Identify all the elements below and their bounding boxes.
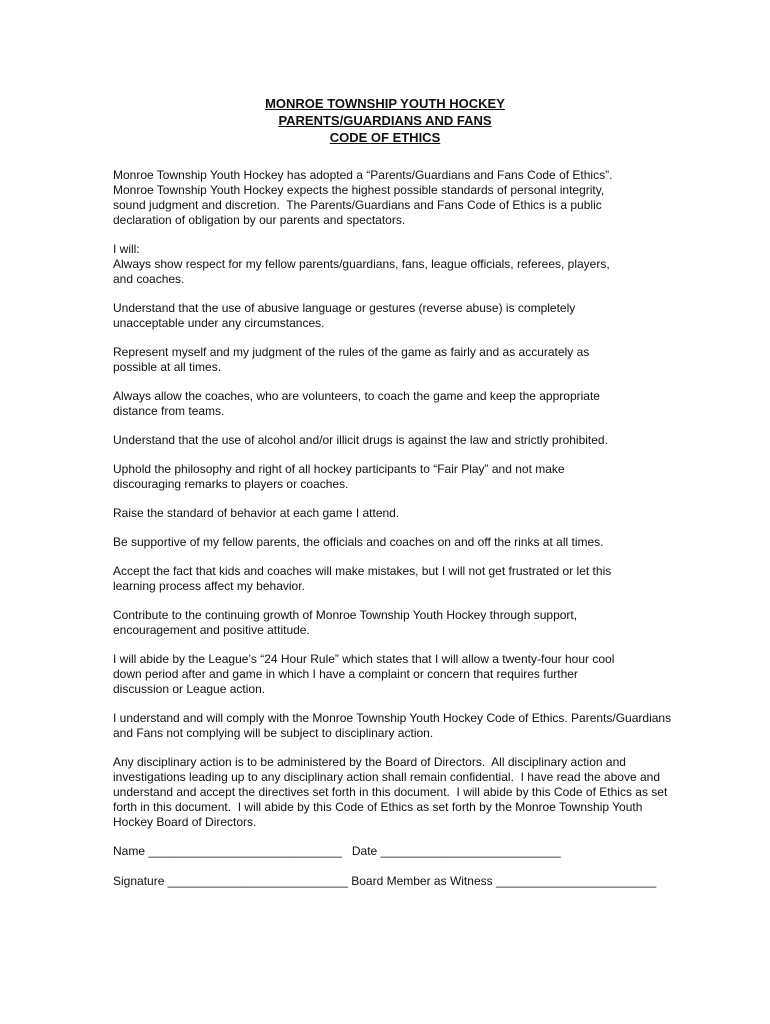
intro-paragraph <box>113 168 713 228</box>
pledge-paragraph <box>113 345 713 375</box>
text-line: Understand that the use of alcohol and/or illicit drugs is against the law and strictly prohibited. <box>113 433 608 447</box>
text-line: Monroe Township Youth Hockey has adopted a “Parents/Guardians and Fans Code of Ethics”. <box>113 168 613 182</box>
pledge-intro-paragraph <box>113 242 713 287</box>
text-line: Always allow the coaches, who are volunteers, to coach the game and keep the appropriate <box>113 389 600 403</box>
disciplinary-paragraph <box>113 755 713 830</box>
text-line: Accept the fact that kids and coaches will make mistakes, but I will not get frustrated or let this <box>113 564 612 578</box>
document-body <box>113 168 713 904</box>
text-line: Hockey Board of Directors. <box>113 815 257 829</box>
title-line: PARENTS/GUARDIANS AND FANS <box>278 113 492 128</box>
i-will-label: I will: <box>113 242 140 256</box>
signature-witness-line: Signature ___________________________ Board Member as Witness ________________________ <box>113 874 657 888</box>
text-line: distance from teams. <box>113 404 225 418</box>
text-line: Represent myself and my judgment of the rules of the game as fairly and as accurately as <box>113 345 590 359</box>
text-line: Be supportive of my fellow parents, the officials and coaches on and off the rinks at all times. <box>113 535 604 549</box>
text-line: I will abide by the League’s “24 Hour Rule” which states that I will allow a twenty-four hour cool <box>113 652 615 666</box>
text-line: possible at all times. <box>113 360 222 374</box>
text-line: forth in this document. I will abide by this Code of Ethics as set forth by the Monroe Township Youth <box>113 800 643 814</box>
text-line: Monroe Township Youth Hockey expects the highest possible standards of personal integrity, <box>113 183 605 197</box>
text-line: investigations leading up to any disciplinary action shall remain confidential. I have read the above and <box>113 770 661 784</box>
text-line: down period after and game in which I have a complaint or concern that requires further <box>113 667 578 681</box>
text-line: encouragement and positive attitude. <box>113 623 310 637</box>
signature-block <box>113 844 713 889</box>
text-line: and coaches. <box>113 272 185 286</box>
pledge-paragraph <box>113 652 713 697</box>
text-line: Understand that the use of abusive language or gestures (reverse abuse) is completely <box>113 301 576 315</box>
pledge-paragraph <box>113 535 713 550</box>
text-line: Always show respect for my fellow parents/guardians, fans, league officials, referees, players, <box>113 257 610 271</box>
text-line: unacceptable under any circumstances. <box>113 316 325 330</box>
text-line: declaration of obligation by our parents and spectators. <box>113 213 406 227</box>
text-line: and Fans not complying will be subject to disciplinary action. <box>113 726 434 740</box>
pledge-paragraph <box>113 433 713 448</box>
text-line: Raise the standard of behavior at each game I attend. <box>113 506 400 520</box>
text-line: I understand and will comply with the Monroe Township Youth Hockey Code of Ethics. Parents/Guardians <box>113 711 672 725</box>
pledge-paragraph <box>113 711 713 741</box>
name-date-line: Name _____________________________ Date ___________________________ <box>113 844 561 858</box>
pledge-paragraph <box>113 301 713 331</box>
text-line: understand and accept the directives set forth in this document. I will abide by this Code of Ethics as set <box>113 785 668 799</box>
text-line: sound judgment and discretion. The Parents/Guardians and Fans Code of Ethics is a public <box>113 198 602 212</box>
pledge-paragraph <box>113 608 713 638</box>
pledge-paragraph <box>113 462 713 492</box>
pledge-paragraph <box>113 564 713 594</box>
text-line: learning process affect my behavior. <box>113 579 305 593</box>
pledge-paragraph <box>113 506 713 521</box>
title-line: CODE OF ETHICS <box>329 130 441 145</box>
document-title <box>0 95 770 146</box>
title-line: MONROE TOWNSHIP YOUTH HOCKEY <box>265 96 505 111</box>
text-line: discouraging remarks to players or coaches. <box>113 477 349 491</box>
pledge-paragraph <box>113 389 713 419</box>
text-line: Uphold the philosophy and right of all hockey participants to “Fair Play” and not make <box>113 462 565 476</box>
text-line: discussion or League action. <box>113 682 266 696</box>
text-line: Contribute to the continuing growth of Monroe Township Youth Hockey through support, <box>113 608 578 622</box>
text-line: Any disciplinary action is to be administered by the Board of Directors. All disciplinary action and <box>113 755 626 769</box>
